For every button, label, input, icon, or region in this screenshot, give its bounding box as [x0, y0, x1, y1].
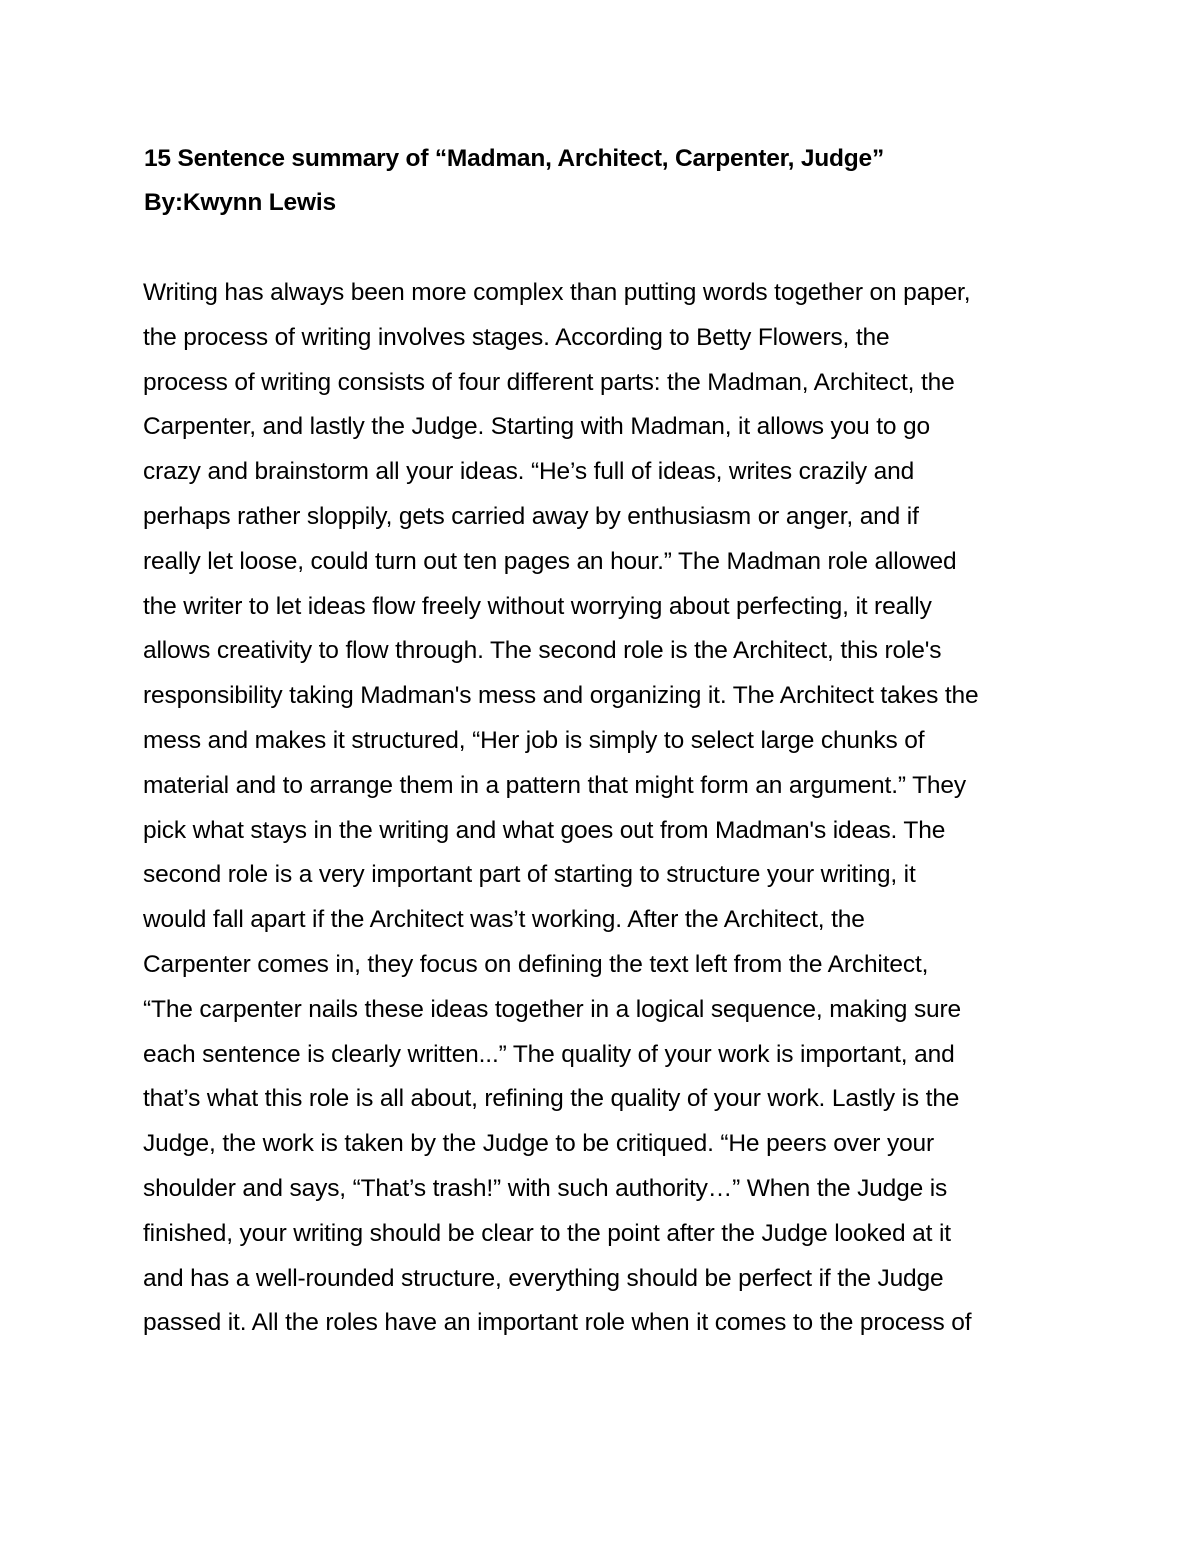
body-text-line: allows creativity to flow through. The second role is the Architect, this role's	[143, 637, 942, 665]
document-author: By:Kwynn Lewis	[144, 189, 336, 216]
body-text-line: perhaps rather sloppily, gets carried away by enthusiasm or anger, and if	[143, 503, 919, 530]
body-text-line: Carpenter, and lastly the Judge. Starting with Madman, it allows you to go	[143, 413, 930, 441]
body-text-line: process of writing consists of four different parts: the Madman, Architect, the	[143, 368, 955, 396]
body-text-line: mess and makes it structured, “Her job is simply to select large chunks of	[143, 727, 925, 754]
body-text-line: shoulder and says, “That’s trash!” with such authority…” When the Judge is	[143, 1175, 948, 1202]
body-text-line: “The carpenter nails these ideas together in a logical sequence, making sure	[143, 995, 961, 1023]
body-text-line: each sentence is clearly written...” The quality of your work is important, and	[143, 1040, 955, 1068]
body-text-line: crazy and brainstorm all your ideas. “He’s full of ideas, writes crazily and	[143, 458, 915, 486]
body-text-line: responsibility taking Madman's mess and organizing it. The Architect takes the	[143, 682, 979, 710]
body-text-line: pick what stays in the writing and what goes out from Madman's ideas. The	[143, 816, 946, 844]
body-text-line: passed it. All the roles have an important role when it comes to the process of	[143, 1309, 972, 1337]
body-text-line: second role is a very important part of starting to structure your writing, it	[143, 861, 916, 889]
body-text-line: really let loose, could turn out ten pages an hour.” The Madman role allowed	[143, 547, 957, 575]
body-text-line: and has a well-rounded structure, everything should be perfect if the Judge	[143, 1264, 944, 1292]
document-title: 15 Sentence summary of “Madman, Architect, Carpenter, Judge”	[144, 145, 885, 172]
body-text-line: material and to arrange them in a pattern that might form an argument.” They	[143, 771, 966, 799]
body-text-line: finished, your writing should be clear to the point after the Judge looked at it	[143, 1219, 951, 1247]
body-text-line: would fall apart if the Architect was’t working. After the Architect, the	[143, 906, 865, 934]
body-text-line: the process of writing involves stages. According to Betty Flowers, the	[143, 323, 890, 351]
body-text-line: that’s what this role is all about, refining the quality of your work. Lastly is the	[143, 1085, 960, 1113]
body-text-line: Judge, the work is taken by the Judge to be critiqued. “He peers over your	[143, 1130, 935, 1158]
body-text-line: the writer to let ideas flow freely without worrying about perfecting, it really	[143, 592, 932, 620]
body-text-line: Writing has always been more complex than putting words together on paper,	[143, 279, 971, 306]
body-text-line: Carpenter comes in, they focus on defining the text left from the Architect,	[143, 951, 929, 978]
